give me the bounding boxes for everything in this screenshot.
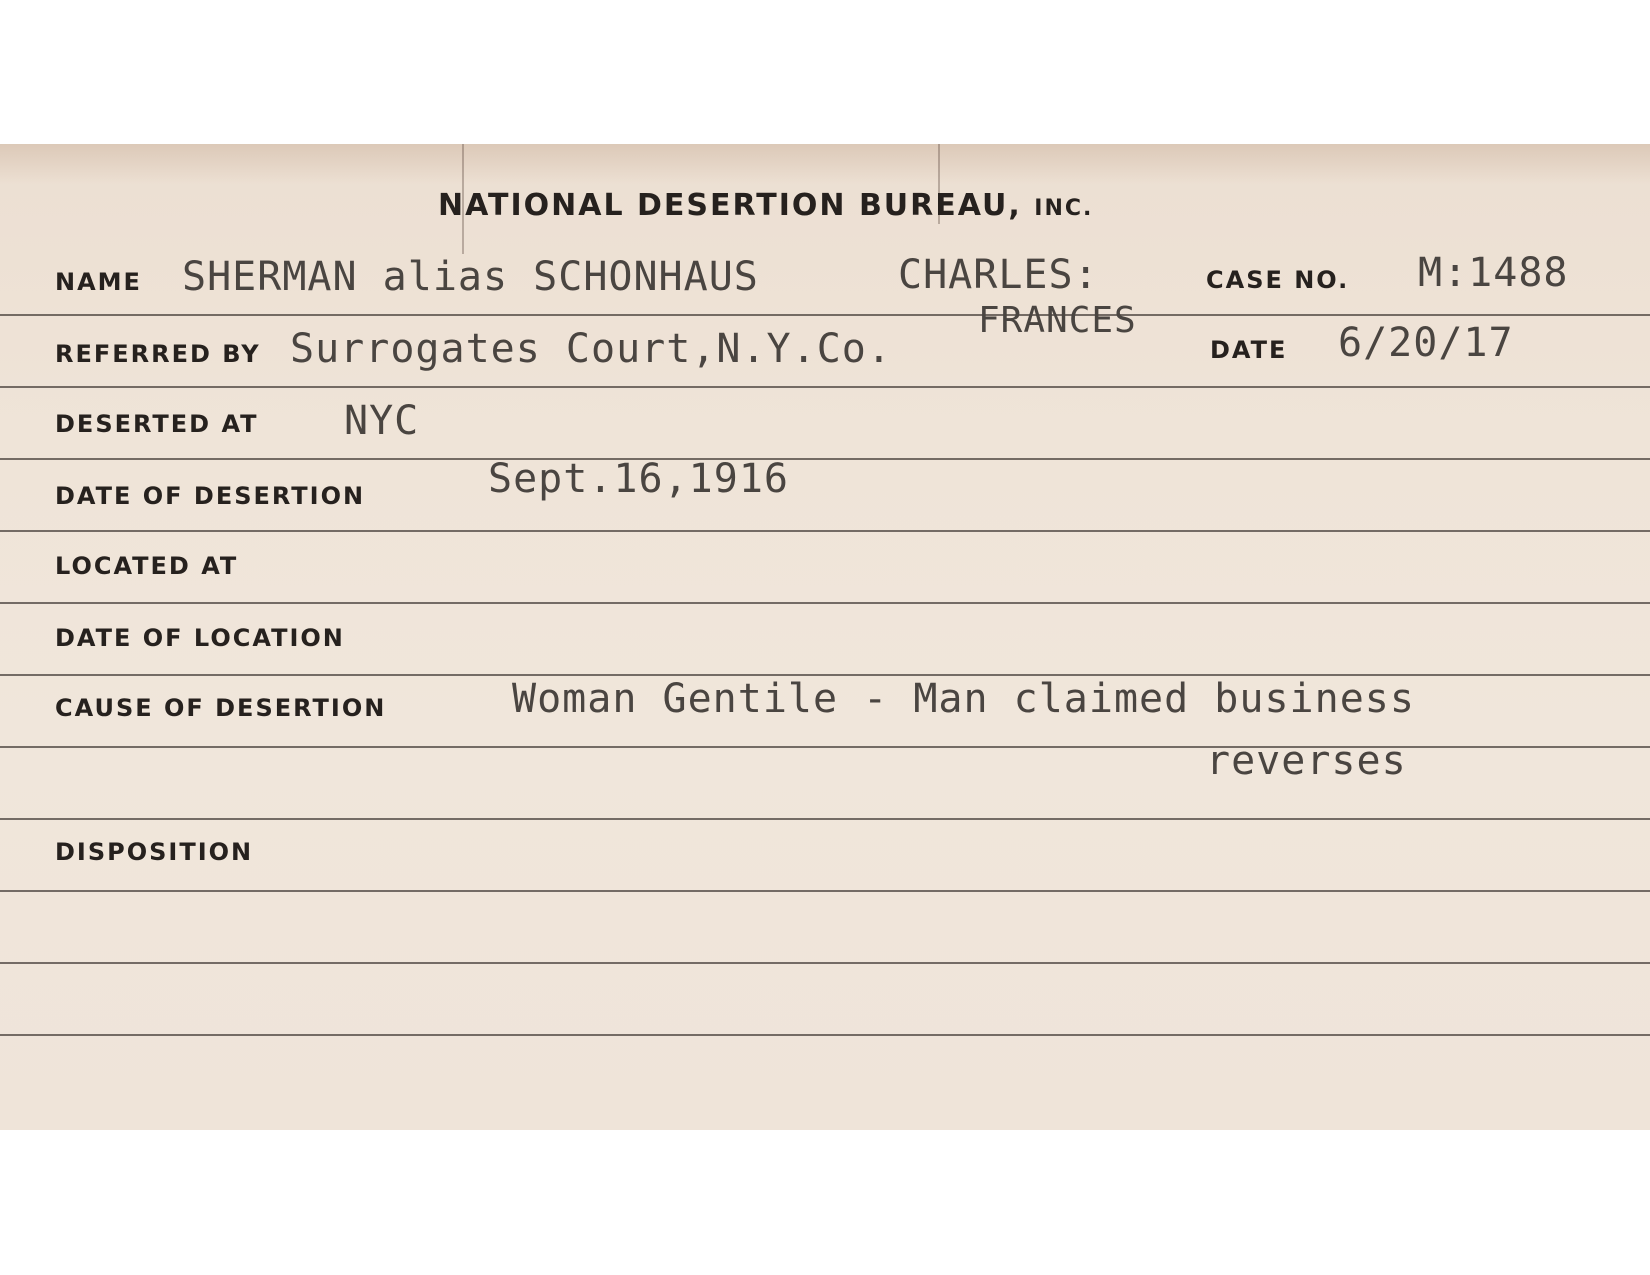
heading-suffix: INC. <box>1034 196 1094 221</box>
row-rule <box>0 602 1650 604</box>
case-no-value: M:1488 <box>1418 250 1569 296</box>
deserted-at-label: DESERTED AT <box>55 410 259 438</box>
row-rule <box>0 530 1650 532</box>
row-rule <box>0 386 1650 388</box>
located-at-label: LOCATED AT <box>55 552 239 580</box>
referred-by-value: Surrogates Court,N.Y.Co. <box>290 326 892 372</box>
deserted-at-value: NYC <box>344 398 420 444</box>
name-value: SHERMAN alias SCHONHAUS <box>182 254 759 300</box>
card-heading <box>438 188 1093 223</box>
heading-title: NATIONAL DESERTION BUREAU, <box>438 188 1022 223</box>
name-label: NAME <box>55 268 142 296</box>
cause-value-line2: reverses <box>1206 738 1407 784</box>
row-rule <box>0 458 1650 460</box>
cause-label: CAUSE OF DESERTION <box>55 694 387 722</box>
referred-extra-value: FRANCES <box>978 300 1137 341</box>
row-rule <box>0 1034 1650 1036</box>
row-rule <box>0 890 1650 892</box>
row-rule <box>0 818 1650 820</box>
desertion-record-card <box>0 144 1650 1130</box>
case-no-label: CASE NO. <box>1206 266 1350 294</box>
date-value: 6/20/17 <box>1338 320 1514 366</box>
date-of-location-label: DATE OF LOCATION <box>55 624 345 652</box>
disposition-label: DISPOSITION <box>55 838 254 866</box>
name-first-value: CHARLES: <box>898 252 1099 298</box>
date-of-desertion-value: Sept.16,1916 <box>488 456 789 502</box>
row-rule <box>0 962 1650 964</box>
referred-by-label: REFERRED BY <box>55 340 261 368</box>
date-of-desertion-label: DATE OF DESERTION <box>55 482 366 510</box>
cause-value-line1: Woman Gentile - Man claimed business <box>512 676 1415 722</box>
row-rule <box>0 314 1650 316</box>
date-label: DATE <box>1210 336 1288 364</box>
